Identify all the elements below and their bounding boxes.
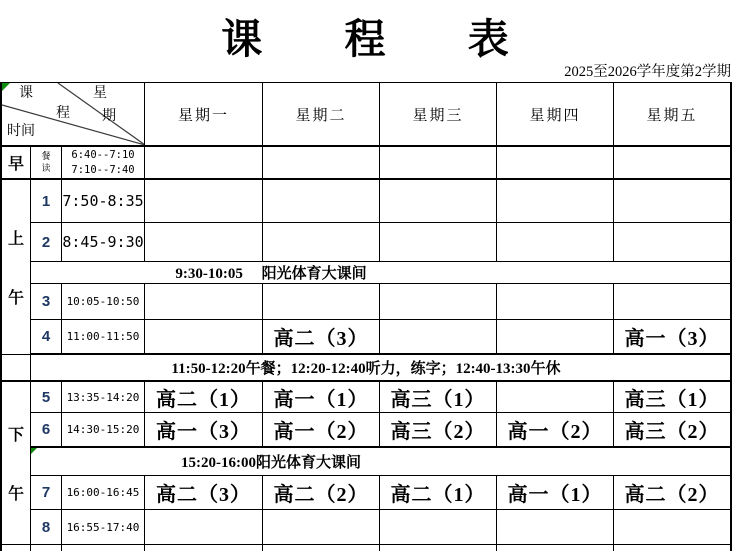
section-morning-char: 午 — [7, 290, 24, 307]
class-cell — [380, 320, 497, 355]
meal-reading-char: 餐 — [41, 150, 51, 161]
class-cell — [614, 284, 731, 320]
class-cell — [145, 284, 263, 320]
period-number: 3 — [31, 284, 62, 320]
error-marker-icon — [31, 448, 37, 454]
clipped-cell — [2, 545, 31, 551]
clipped-cell — [263, 545, 380, 551]
period-time: 11:00-11:50 — [62, 320, 145, 355]
class-cell — [380, 510, 497, 545]
class-cell — [614, 180, 731, 223]
semester-label: 2025至2026学年度第2学期 — [564, 64, 731, 80]
morning-break-text: 9:30-10:05 阳光体育大课间 — [175, 266, 367, 282]
class-cell: 高一（1） — [263, 382, 380, 413]
section-morning — [2, 180, 31, 355]
section-afternoon — [2, 382, 31, 545]
class-cell — [497, 284, 614, 320]
class-cell — [380, 223, 497, 262]
corner-course-label: 程 — [56, 106, 70, 121]
class-cell — [380, 147, 497, 180]
corner-header-cell — [2, 83, 145, 147]
class-cell — [263, 223, 380, 262]
noon-left-cell — [2, 355, 31, 382]
period-time: 7:50-8:35 — [62, 180, 145, 223]
day-header-monday: 星期一 — [145, 83, 263, 147]
period-number: 8 — [31, 510, 62, 545]
corner-week-label: 期 — [102, 109, 116, 124]
class-cell: 高三（2） — [380, 413, 497, 448]
class-cell — [614, 510, 731, 545]
period-number: 4 — [31, 320, 62, 355]
class-cell — [145, 180, 263, 223]
class-cell: 高二（1） — [380, 476, 497, 510]
class-cell — [145, 223, 263, 262]
period-time: 8:45-9:30 — [62, 223, 145, 262]
period-time: 10:05-10:50 — [62, 284, 145, 320]
day-header-wednesday: 星期三 — [380, 83, 497, 147]
corner-week-label: 星 — [93, 86, 107, 101]
clipped-cell — [380, 545, 497, 551]
early-time-2: 7:10--7:40 — [71, 163, 135, 176]
class-cell: 高三（2） — [614, 413, 731, 448]
class-cell: 高一（2） — [263, 413, 380, 448]
section-early: 早 — [2, 147, 31, 180]
period-number: 6 — [31, 413, 62, 448]
day-header-friday: 星期五 — [614, 83, 731, 147]
class-cell: 高一（3） — [145, 413, 263, 448]
section-afternoon-char: 下 — [7, 427, 24, 444]
meal-reading-char: 读 — [41, 162, 51, 173]
timetable — [0, 82, 732, 551]
noon-break-row — [31, 355, 731, 382]
corner-course-label: 课 — [19, 86, 33, 101]
class-cell — [145, 320, 263, 355]
class-cell — [497, 510, 614, 545]
class-cell: 高二（2） — [263, 476, 380, 510]
class-cell: 高二（2） — [614, 476, 731, 510]
noon-break-text: 11:50-12:20午餐；12:20-12:40听力，练字；12:40-13:30午休 — [171, 361, 561, 377]
clipped-cell — [62, 545, 145, 551]
period-number: 5 — [31, 382, 62, 413]
class-cell — [145, 510, 263, 545]
class-cell — [263, 510, 380, 545]
class-cell: 高二（3） — [263, 320, 380, 355]
error-marker-icon — [2, 83, 10, 91]
class-cell — [263, 147, 380, 180]
day-header-tuesday: 星期二 — [263, 83, 380, 147]
class-cell — [614, 223, 731, 262]
class-cell — [497, 147, 614, 180]
morning-break-row — [31, 262, 731, 284]
period-time: 14:30-15:20 — [62, 413, 145, 448]
class-cell: 高二（3） — [145, 476, 263, 510]
class-cell — [380, 180, 497, 223]
period-number: 2 — [31, 223, 62, 262]
class-cell — [497, 320, 614, 355]
class-cell — [614, 147, 731, 180]
class-cell — [497, 382, 614, 413]
period-time: 16:55-17:40 — [62, 510, 145, 545]
section-morning-char: 上 — [7, 231, 24, 248]
clipped-cell — [497, 545, 614, 551]
class-cell: 高一（2） — [497, 413, 614, 448]
early-time-1: 6:40--7:10 — [71, 149, 135, 162]
period-time: 16:00-16:45 — [62, 476, 145, 510]
afternoon-break-row — [31, 448, 731, 476]
clipped-cell — [145, 545, 263, 551]
section-afternoon-char: 午 — [7, 486, 24, 503]
class-cell — [497, 223, 614, 262]
class-cell — [145, 147, 263, 180]
period-time: 13:35-14:20 — [62, 382, 145, 413]
period-number: 7 — [31, 476, 62, 510]
afternoon-break-text: 15:20-16:00阳光体育大课间 — [181, 455, 361, 471]
clipped-cell — [31, 545, 62, 551]
page-title: 课 程 表 — [221, 16, 511, 62]
class-cell: 高二（1） — [145, 382, 263, 413]
class-cell — [263, 284, 380, 320]
class-cell: 高三（1） — [614, 382, 731, 413]
class-cell: 高一（1） — [497, 476, 614, 510]
day-header-thursday: 星期四 — [497, 83, 614, 147]
clipped-cell — [614, 545, 731, 551]
early-times — [62, 147, 145, 180]
class-cell — [380, 284, 497, 320]
class-cell — [263, 180, 380, 223]
class-cell: 高三（1） — [380, 382, 497, 413]
period-number: 1 — [31, 180, 62, 223]
class-cell — [497, 180, 614, 223]
corner-time-label: 时间 — [7, 124, 35, 139]
meal-reading-label — [31, 147, 62, 180]
class-cell: 高一（3） — [614, 320, 731, 355]
